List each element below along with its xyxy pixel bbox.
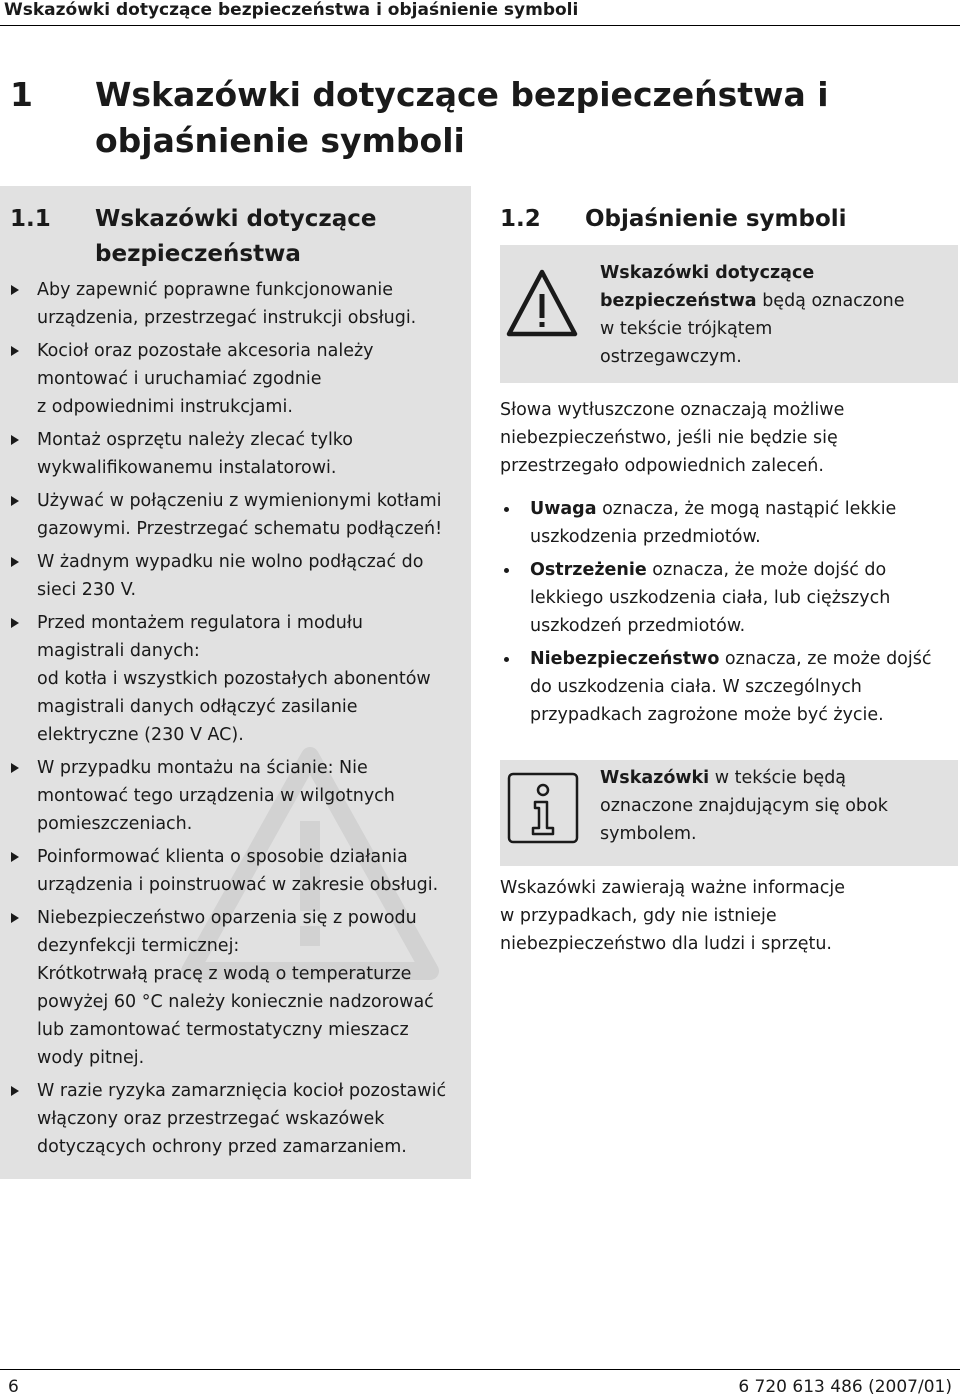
footer-rule <box>0 1369 960 1370</box>
bullet-triangle-icon <box>11 1086 19 1096</box>
warning-triangle-icon <box>505 266 579 340</box>
list-item: Uwaga oznacza, że mogą nastąpić lekkie uszkodzenia przedmiotów. <box>500 495 955 551</box>
list-item: Aby zapewnić poprawne funkcjonowanie urządzenia, przestrzegać instrukcji obsługi. <box>0 276 471 332</box>
running-header <box>0 0 960 26</box>
list-item: Przed montażem regulatora i modułu magistrali danych: od kotła i wszystkich pozostałych abonentów magistrali danych odłączyć zasilanie elektryczne (230 V AC). <box>0 609 471 749</box>
warning-note-text: Wskazówki dotyczące bezpieczeństwa będą oznaczone w tekście trójkątem ostrzegawczym. <box>600 263 905 367</box>
bullet-triangle-icon <box>11 435 19 445</box>
section-title: Objaśnienie symboli <box>585 206 847 232</box>
section-title: Wskazówki dotyczące bezpieczeństwa <box>95 206 377 267</box>
bullet-dot-icon <box>504 507 509 512</box>
bullet-triangle-icon <box>11 618 19 628</box>
section-number: 1.1 <box>10 206 51 232</box>
signal-words-intro: Słowa wytłuszczone oznaczają możliwe niebezpieczeństwo, jeśli nie będzie się przestrzegało odpowiednich zaleceń. <box>500 400 845 476</box>
running-title: Wskazówki dotyczące bezpieczeństwa i objaśnienie symboli <box>4 0 579 20</box>
info-icon <box>507 772 579 844</box>
bullet-dot-icon <box>504 657 509 662</box>
list-item: Montaż osprzętu należy zlecać tylko wykwalifikowanemu instalatorowi. <box>0 426 471 482</box>
info-note-paragraph: Wskazówki zawierają ważne informacje w przypadkach, gdy nie istnieje niebezpieczeństwo dla ludzi i sprzętu. <box>500 878 846 954</box>
bullet-triangle-icon <box>11 346 19 356</box>
bullet-triangle-icon <box>11 913 19 923</box>
signal-words-list <box>500 495 955 734</box>
bullet-dot-icon <box>504 568 509 573</box>
list-item: Niebezpieczeństwo oparzenia się z powodu dezynfekcji termicznej: Krótkotrwałą pracę z wodą o temperaturze powyżej 60 °C należy koniecznie nadzorować lub zamontować termostatyczny mieszacz wody pitnej. <box>0 904 471 1072</box>
page-number: 6 <box>8 1377 19 1397</box>
section-number: 1.2 <box>500 206 541 232</box>
safety-list <box>0 276 471 1166</box>
info-note-text: Wskazówki w tekście będą oznaczone znajdującym się obok symbolem. <box>600 768 888 844</box>
chapter-number: 1 <box>10 75 33 114</box>
list-item: W razie ryzyka zamarznięcia kocioł pozostawić włączony oraz przestrzegać wskazówek dotyczących ochrony przed zamarzaniem. <box>0 1077 471 1161</box>
list-item: W żadnym wypadku nie wolno podłączać do sieci 230 V. <box>0 548 471 604</box>
list-item: Używać w połączeniu z wymienionymi kotłami gazowymi. Przestrzegać schematu podłączeń! <box>0 487 471 543</box>
document-code: 6 720 613 486 (2007/01) <box>738 1377 952 1397</box>
bullet-triangle-icon <box>11 496 19 506</box>
bullet-triangle-icon <box>11 763 19 773</box>
list-item: W przypadku montażu na ścianie: Nie montować tego urządzenia w wilgotnych pomieszczeniach. <box>0 754 471 838</box>
bullet-triangle-icon <box>11 285 19 295</box>
list-item: Kocioł oraz pozostałe akcesoria należy montować i uruchamiać zgodnie z odpowiednimi instrukcjami. <box>0 337 471 421</box>
list-item: Ostrzeżenie oznacza, że może dojść do lekkiego uszkodzenia ciała, lub cięższych uszkodzeń przedmiotów. <box>500 556 955 640</box>
list-item: Niebezpieczeństwo oznacza, ze może dojść do uszkodzenia ciała. W szczególnych przypadkach zagrożone może być życie. <box>500 645 955 729</box>
bullet-triangle-icon <box>11 852 19 862</box>
bullet-triangle-icon <box>11 557 19 567</box>
chapter-title: Wskazówki dotyczące bezpieczeństwa i objaśnienie symboli <box>95 75 829 160</box>
list-item: Poinformować klienta o sposobie działania urządzenia i poinstruować w zakresie obsługi. <box>0 843 471 899</box>
